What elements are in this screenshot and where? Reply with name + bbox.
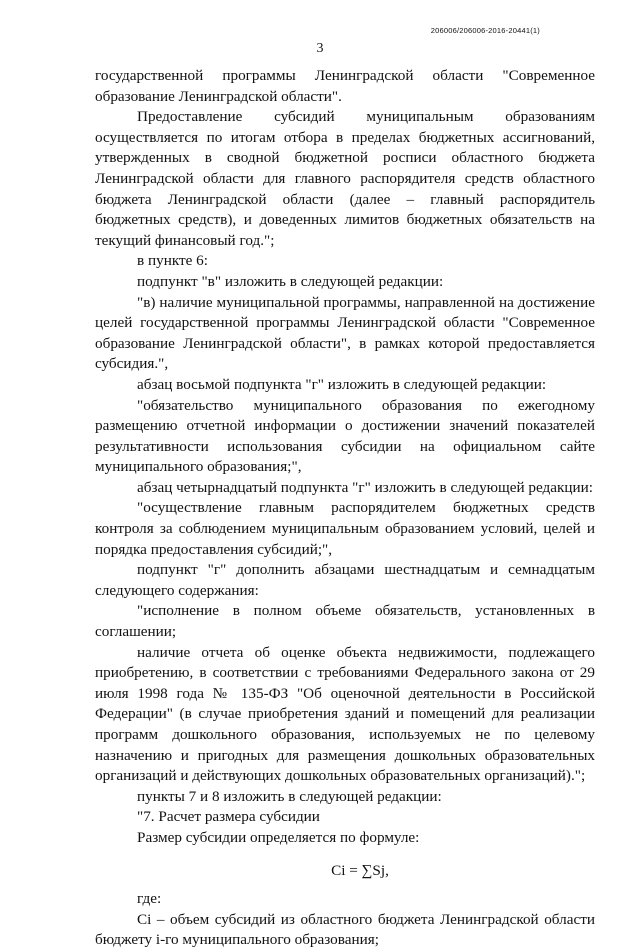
paragraph-group [95, 66, 595, 849]
paragraph: "осуществление главным распорядителем бюджетных средств контроля за соблюдением муниципальным образованием условий, целей и порядка предоставления субсидий;", [95, 499, 595, 558]
document-body [95, 66, 595, 951]
paragraph: в пункте 6: [137, 252, 208, 270]
paragraph: Размер субсидии определяется по формуле: [137, 828, 420, 846]
paragraph: пункты 7 и 8 изложить в следующей редакции: [137, 787, 442, 805]
paragraph: Ci – объем субсидий из областного бюджета Ленинградской области бюджету i-го муниципального образования; [95, 910, 595, 949]
paragraph: подпункт "г" дополнить абзацами шестнадцатым и семнадцатым следующего содержания: [95, 561, 595, 599]
paragraph: подпункт "в" изложить в следующей редакции: [137, 272, 444, 290]
paragraph: государственной программы Ленинградской области "Современное образование Ленинградской области". [95, 67, 595, 105]
paragraph: Предоставление субсидий муниципальным образованиям осуществляется по итогам отбора в пределах бюджетных ассигнований, утвержденных в сводной бюджетной росписи областного бюджета Ленинградской области для главного распорядителя средств областного бюджета Ленинградской области (далее – главный распорядитель бюджетных средств), и доведенных лимитов бюджетных обязательств на текущий финансовый год."; [95, 108, 595, 249]
paragraph: где: [137, 890, 162, 908]
paragraph: абзац четырнадцатый подпункта "г" изложить в следующей редакции: [137, 478, 593, 496]
paragraph: "исполнение в полном объеме обязательств, установленных в соглашении; [95, 602, 595, 641]
page-number: 3 [316, 41, 324, 56]
paragraph: "7. Расчет размера субсидии [137, 808, 320, 826]
document-code: 206006/206006-2016-20441(1) [430, 26, 540, 35]
paragraph: "обязательство муниципального образования по ежегодному размещению отчетной информации о достижении значений показателей результативности использования субсидии на официальном сайте муниципального образования;", [95, 396, 595, 476]
paragraph: "в) наличие муниципальной программы, направленной на достижение целей государственной программы Ленинградской области "Современное образование Ленинградской области", в рамках которой предоставляется субсидия.", [95, 293, 595, 373]
paragraph-group [95, 889, 595, 951]
formula: Ci = ∑Sj, [331, 861, 389, 879]
paragraph: абзац восьмой подпункта "г" изложить в следующей редакции: [137, 375, 547, 393]
paragraph: наличие отчета об оценке объекта недвижимости, подлежащего приобретению, в соответствии с требованиями Федерального закона от 29 июля 1998 года № 135-ФЗ "Об оценочной деятельности в Российской Федерации" (в случае приобретения зданий и помещений для реализации программ дошкольного образования, используемых не по целевому назначению и пригодных для размещения дошкольных образовательных организаций и действующих дошкольных образовательных организаций)."; [95, 643, 595, 785]
